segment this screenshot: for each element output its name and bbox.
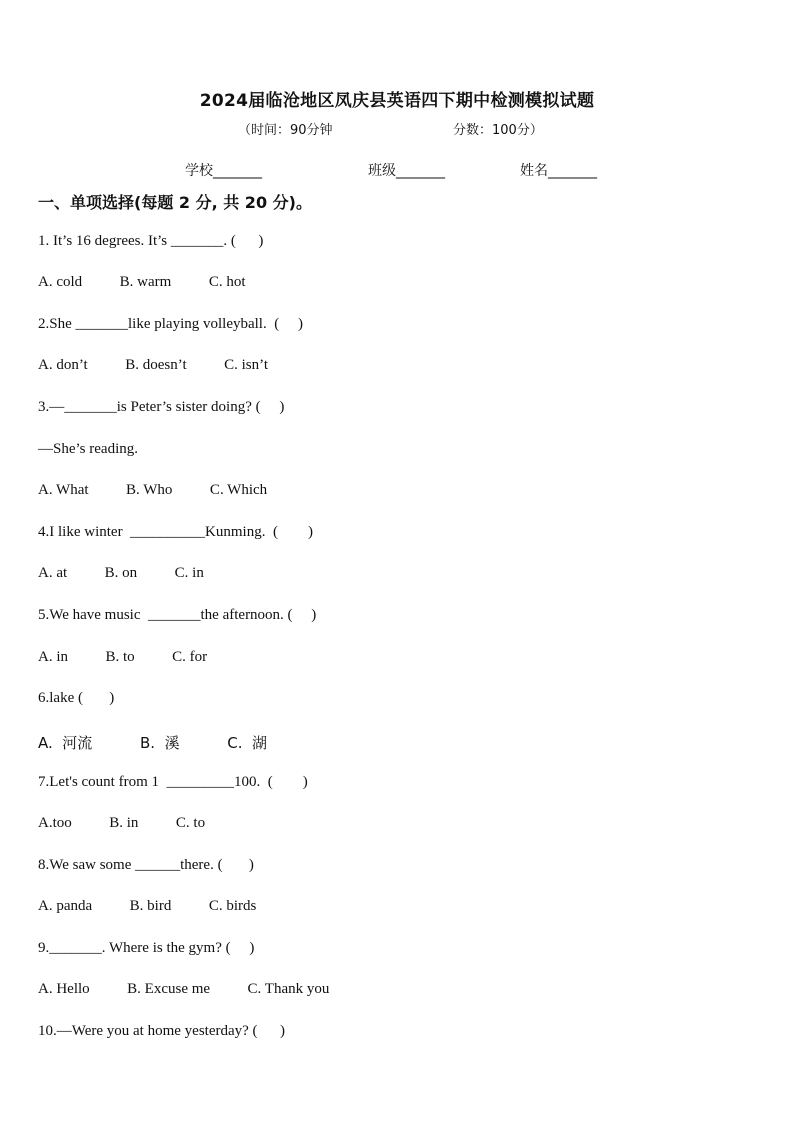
exam-time: （时间：90分钟: [238, 123, 333, 138]
options-6: A. 河流 B. 溪 C. 湖: [38, 734, 268, 752]
exam-score: 分数：100分）: [453, 123, 543, 138]
options-4: A. at B. on C. in: [38, 565, 204, 581]
options-5: A. in B. to C. for: [38, 649, 208, 665]
question-4: 4.I like winter __________Kunming. ( ): [38, 524, 313, 540]
question-10: 10.—Were you at home yesterday? ( ): [38, 1023, 286, 1039]
school-field: 学校_______: [185, 163, 262, 179]
question-3: 3.—_______is Peter’s sister doing? ( ): [38, 399, 285, 415]
question-5: 5.We have music _______the afternoon. ( ): [38, 607, 317, 623]
question-9: 9._______. Where is the gym? ( ): [38, 940, 255, 956]
question-1: 1. It’s 16 degrees. It’s _______. ( ): [38, 233, 264, 249]
options-1: A. cold B. warm C. hot: [38, 274, 246, 290]
options-9: A. Hello B. Excuse me C. Thank you: [38, 981, 330, 997]
options-3: A. What B. Who C. Which: [38, 482, 268, 498]
options-2: A. don’t B. doesn’t C. isn’t: [38, 357, 269, 373]
question-8: 8.We saw some ______there. ( ): [38, 857, 254, 873]
options-8: A. panda B. bird C. birds: [38, 898, 257, 914]
question-7: 7.Let's count from 1 _________100. ( ): [38, 774, 308, 790]
exam-title: 2024届临沧地区凤庆县英语四下期中检测模拟试题: [199, 91, 595, 111]
name-field: 姓名_______: [520, 163, 597, 179]
question-6: 6.lake ( ): [38, 690, 115, 706]
class-field: 班级_______: [368, 163, 445, 179]
question-3-reply: —She’s reading.: [38, 441, 138, 457]
options-7: A.too B. in C. to: [38, 815, 206, 831]
section-heading: 一、单项选择(每题 2 分, 共 20 分)。: [38, 193, 312, 212]
question-2: 2.She _______like playing volleyball. ( ): [38, 316, 303, 332]
